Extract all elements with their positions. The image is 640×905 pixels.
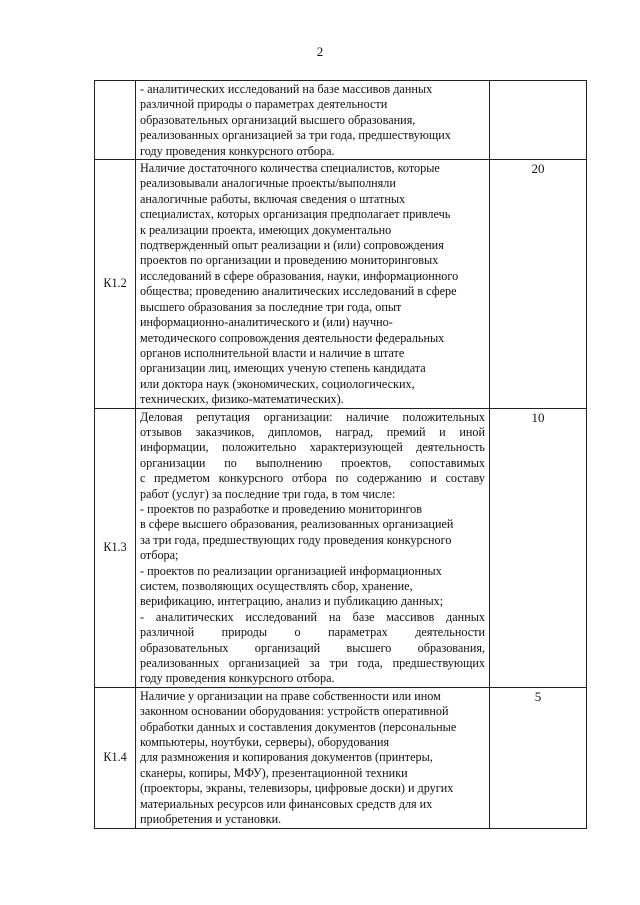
description-line: в сфере высшего образования, реализованных организацией: [140, 517, 454, 532]
table-row: [95, 408, 587, 687]
description-line: отбора;: [140, 548, 179, 563]
description-line: сканеры, копиры, МФУ), презентационной техники: [140, 765, 408, 780]
description-line: Наличие достаточного количества специалистов, которые: [140, 161, 440, 176]
description-line: (проекторы, экраны, телевизоры, цифровые доски) и других: [140, 781, 454, 796]
description-line: образовательных организаций высшего образования,: [140, 640, 485, 655]
description-line: с предметом конкурсного отбора по содержанию и составу: [140, 471, 485, 486]
criterion-max-score: 10: [490, 408, 587, 687]
description-line: Наличие у организации на праве собственности или ином: [140, 688, 441, 703]
description-line: отзывов заказчиков, дипломов, наград, премий и иной: [140, 424, 485, 439]
description-line: информационно-аналитического и (или) научно-: [140, 315, 393, 330]
description-line: исследований в сфере образования, науки, информационного: [140, 268, 459, 283]
description-line: приобретения и установки.: [140, 812, 282, 827]
description-line: - аналитических исследований на базе массивов данных: [140, 82, 433, 96]
description-line: реализованных организацией за три года, предшествующих: [140, 656, 485, 671]
description-line: аналогичные работы, включая сведения о штатных: [140, 191, 406, 206]
description-line: году проведения конкурсного отбора.: [140, 671, 335, 686]
description-line: компьютеры, ноутбуки, серверы), оборудования: [140, 735, 390, 750]
criterion-code: К1.2: [95, 160, 136, 409]
description-line: - проектов по разработке и проведению мониторингов: [140, 501, 423, 516]
description-line: работ (услуг) за последние три года, в том числе:: [140, 486, 396, 501]
description-line: за три года, предшествующих году проведения конкурсного: [140, 532, 452, 547]
description-line: - проектов по реализации организацией информационных: [140, 563, 442, 578]
description-line: образовательных организаций высшего образования,: [140, 112, 416, 127]
criterion-description: [136, 687, 490, 828]
description-line: году проведения конкурсного отбора.: [140, 143, 335, 158]
description-line: органов исполнительной власти и наличие в штате: [140, 345, 405, 360]
description-line: верификацию, интеграцию, анализ и публикацию данных;: [140, 594, 444, 609]
description-line: обработки данных и составления документов (персональные: [140, 719, 457, 734]
table-row: [95, 160, 587, 409]
criterion-description: [136, 160, 490, 409]
description-line: материальных ресурсов или финансовых средств для их: [140, 796, 433, 811]
description-line: технических, физико-математических).: [140, 392, 344, 407]
description-line: организации лиц, имеющих ученую степень кандидата: [140, 361, 426, 376]
description-line: организации по выполнению проектов, сопоставимых: [140, 455, 485, 470]
description-line: реализованных организацией за три года, предшествующих: [140, 128, 451, 143]
description-line: законном основании оборудования: устройств оперативной: [140, 704, 449, 719]
criterion-max-score: 20: [490, 160, 587, 409]
criterion-description: [136, 408, 490, 687]
description-line: проектов по организации и проведению мониторинговых: [140, 253, 439, 268]
table-row: [95, 81, 587, 160]
description-line: Деловая репутация организации: наличие положительных: [140, 409, 485, 424]
description-line: методического сопровождения деятельности федеральных: [140, 330, 445, 345]
description-line: различной природы о параметрах деятельности: [140, 625, 485, 640]
criterion-max-score: 5: [490, 687, 587, 828]
criterion-description: [136, 81, 490, 160]
description-line: специалистах, которых организация предполагает привлечь: [140, 207, 451, 222]
description-line: для размножения и копирования документов (принтеры,: [140, 750, 433, 765]
page-number: 2: [316, 44, 324, 59]
criterion-code: К1.4: [95, 687, 136, 828]
table-row: [95, 687, 587, 828]
description-line: информации, положительно характеризующей деятельность: [140, 440, 485, 455]
description-line: систем, позволяющих осуществлять сбор, хранение,: [140, 579, 413, 593]
description-line: различной природы о параметрах деятельности: [140, 97, 388, 112]
description-line: общества; проведению аналитических исследований в сфере: [140, 284, 457, 299]
criterion-code: [95, 81, 136, 160]
description-line: или доктора наук (экономических, социологических,: [140, 376, 415, 391]
criterion-code: К1.3: [95, 408, 136, 687]
description-line: реализовывали аналогичные проекты/выполняли: [140, 176, 396, 191]
criterion-max-score: [490, 81, 587, 160]
description-line: подтвержденный опыт реализации и (или) сопровождения: [140, 238, 444, 253]
description-line: высшего образования за последние три года, опыт: [140, 299, 402, 314]
description-line: к реализации проекта, имеющих документально: [140, 222, 392, 237]
description-line: - аналитических исследований на базе массивов данных: [140, 609, 485, 624]
criteria-table: [94, 80, 587, 829]
